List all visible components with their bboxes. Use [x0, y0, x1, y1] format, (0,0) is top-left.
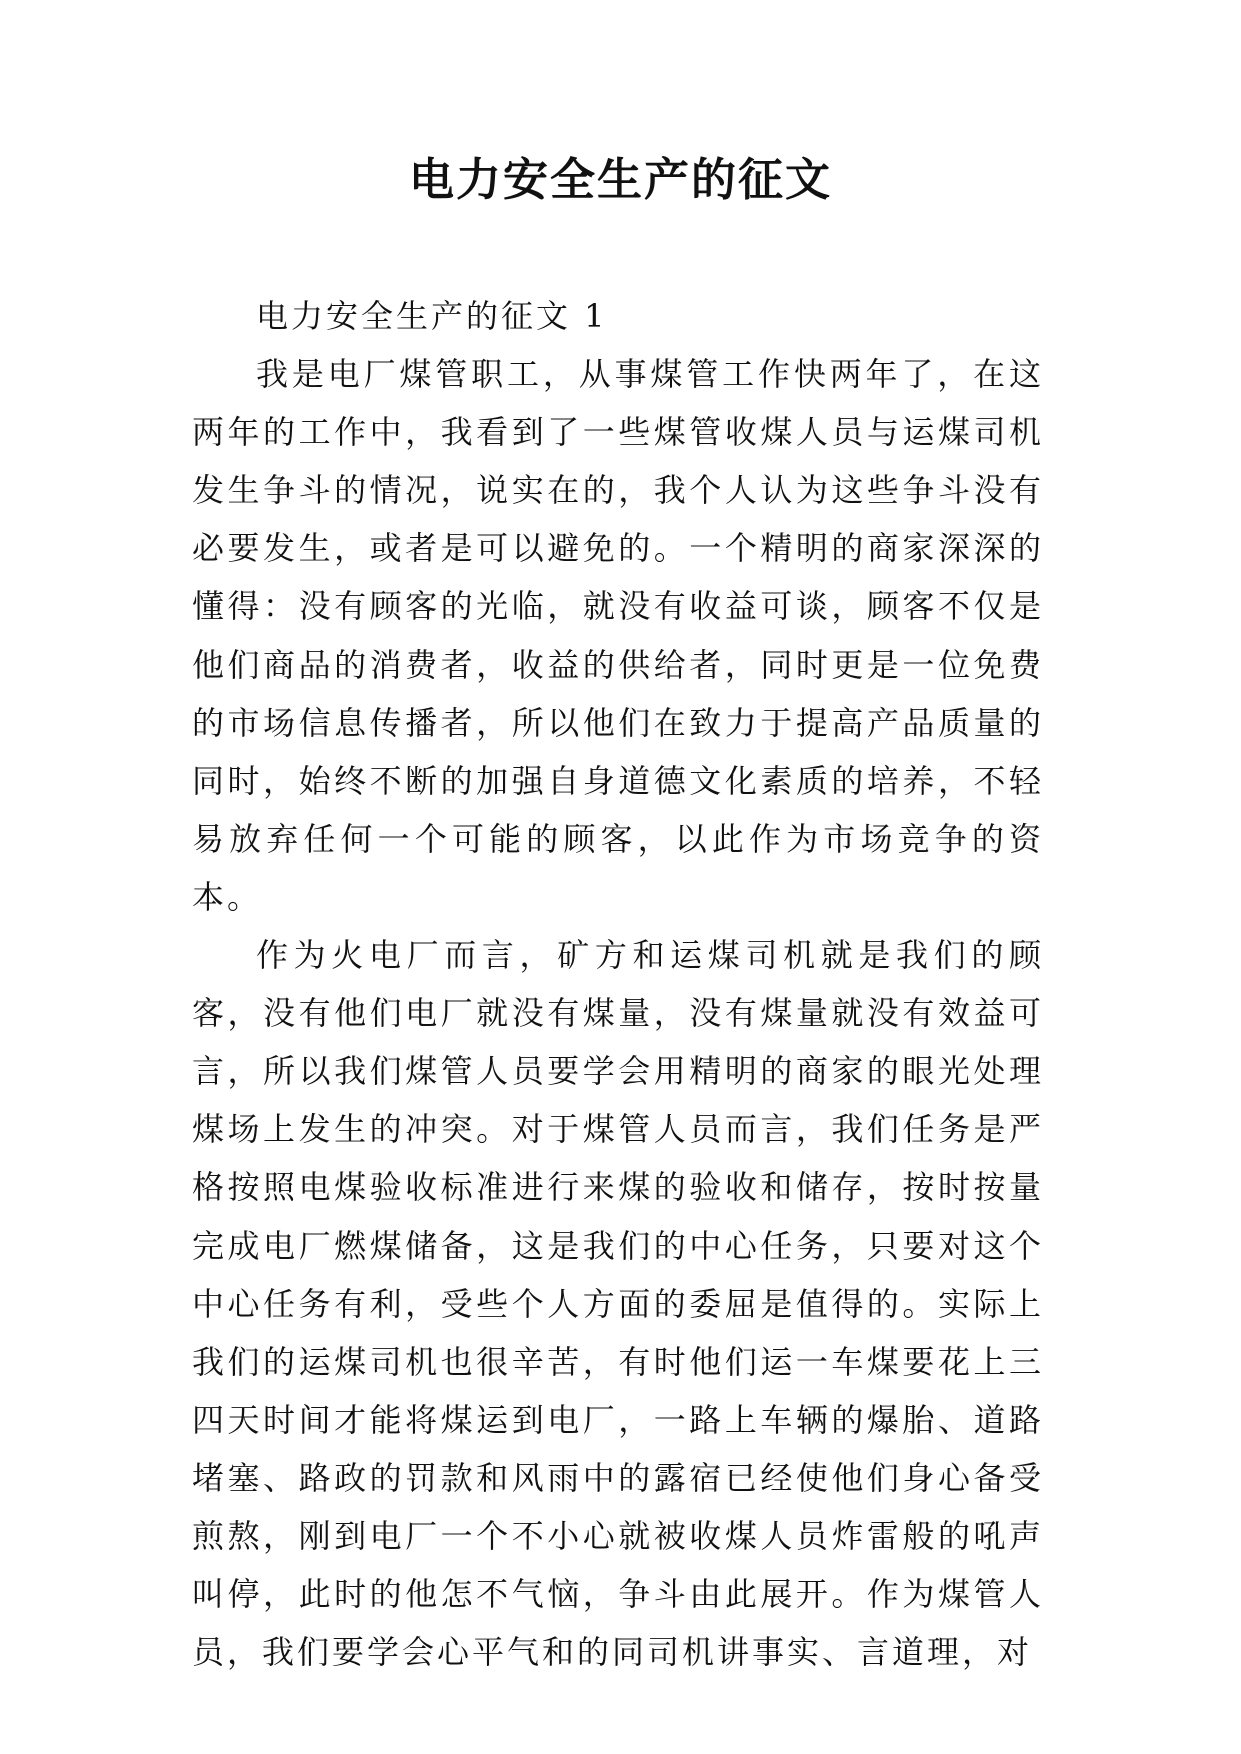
document-body: [192, 287, 1044, 1681]
section-heading: 电力安全生产的征文 1: [256, 297, 608, 335]
paragraph-2: 作为火电厂而言，矿方和运煤司机就是我们的顾客，没有他们电厂就没有煤量，没有煤量就没有效益可言，所以我们煤管人员要学会用精明的商家的眼光处理煤场上发生的冲突。对于煤管人员而言，我们任务是严格按照电煤验收标准进行来煤的验收和储存，按时按量完成电厂燃煤储备，这是我们的中心任务，只要对这个中心任务有利，受些个人方面的委屈是值得的。实际上我们的运煤司机也很辛苦，有时他们运一车煤要花上三四天时间才能将煤运到电厂，一路上车辆的爆胎、道路堵塞、路政的罚款和风雨中的露宿已经使他们身心备受煎熬，刚到电厂一个不小心就被收煤人员炸雷般的吼声叫停，此时的他怎不气恼，争斗由此展开。作为煤管人员，我们要学会心平气和的同司机讲事实、言道理，对: [192, 936, 1044, 1672]
document-title: 电力安全生产的征文: [408, 153, 832, 206]
paragraph-1: 我是电厂煤管职工，从事煤管工作快两年了，在这两年的工作中，我看到了一些煤管收煤人员与运煤司机发生争斗的情况，说实在的，我个人认为这些争斗没有必要发生，或者是可以避免的。一个精明的商家深深的懂得：没有顾客的光临，就没有收益可谈，顾客不仅是他们商品的消费者，收益的供给者，同时更是一位免费的市场信息传播者，所以他们在致力于提高产品质量的同时，始终不断的加强自身道德文化素质的培养，不轻易放弃任何一个可能的顾客，以此作为市场竞争的资本。: [192, 355, 1044, 916]
